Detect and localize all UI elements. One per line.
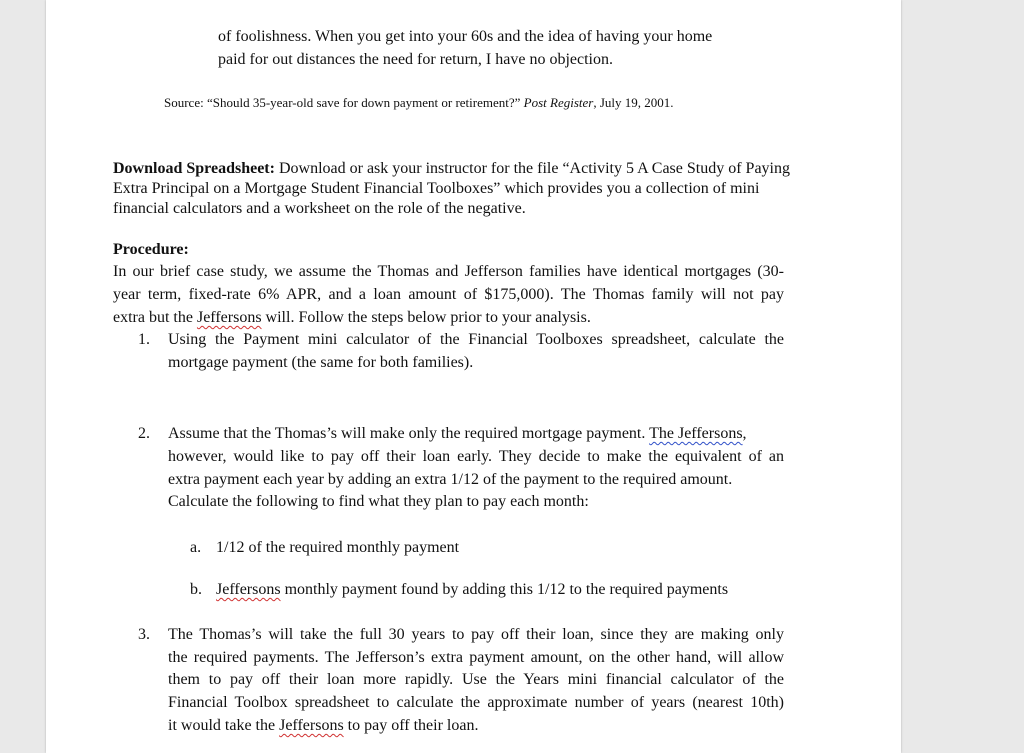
intro-line-2: paid for out distances the need for return, I have no objection. [218,51,613,68]
source-prefix: Source: “Should 35-year-old save for down payment or retirement?” [164,95,524,110]
step-2-line-3: extra payment each year by adding an extra 1/12 of the payment to the required amount. [168,471,733,488]
source-citation [164,93,674,113]
download-line-2: Extra Principal on a Mortgage Student Financial Toolboxes” which provides you a collection of mini [113,180,760,197]
step-3-line-5-c: to pay off their loan. [343,717,479,734]
step-3-line-2: the required payments. The Jefferson’s extra payment amount, on the other hand, will allow [168,649,784,666]
spellcheck-word-jeffersons[interactable]: Jeffersons [196,309,262,326]
grammar-flag-the-jeffersons[interactable]: The Jeffersons [649,425,743,442]
procedure-line-3 [113,308,591,328]
step-1-line-1: Using the Payment mini calculator of the Financial Toolboxes spreadsheet, calculate the [168,331,784,348]
step-3-number: 3. [138,626,150,643]
step-2-line-1-a: Assume that the Thomas’s will make only the required mortgage payment. [168,425,650,442]
step-1-number: 1. [138,331,150,348]
step-2-line-1 [168,424,747,444]
step-3-line-4: Financial Toolbox spreadsheet to calculate the approximate number of years (nearest 10th) [168,694,784,711]
intro-line-1: of foolishness. When you get into your 60s and the idea of having your home [218,28,713,45]
spellcheck-word-jeffersons-2b[interactable]: Jeffersons [216,581,281,598]
step-3-line-5-a: it would take the [168,717,280,734]
download-line-1-text: Download or ask your instructor for the file “Activity 5 A Case Study of Paying [274,160,790,177]
source-suffix: , July 19, 2001. [593,95,674,110]
step-3-line-3: them to pay off their loan more rapidly. Use the Years mini financial calculator of the [168,671,784,688]
download-label: Download Spreadsheet: [113,160,275,177]
step-3-line-5 [168,716,478,736]
step-2-line-4: Calculate the following to find what they plan to pay each month: [168,493,589,510]
step-2b-text [216,580,728,600]
procedure-line-2: year term, fixed-rate 6% APR, and a loan amount of $175,000). The Thomas family will not pay [113,286,784,303]
step-1-line-2: mortgage payment (the same for both families). [168,354,474,371]
step-2-line-2: however, would like to pay off their loan early. They decide to make the equivalent of an [168,448,784,465]
procedure-heading [113,240,189,260]
step-2b-rest: monthly payment found by adding this 1/12 to the required payments [280,581,729,598]
procedure-label: Procedure: [113,241,189,258]
document-page [46,0,901,753]
download-line-1 [113,159,790,179]
procedure-line-1: In our brief case study, we assume the Thomas and Jefferson families have identical mortgages (30- [113,263,784,280]
spellcheck-word-jeffersons-3[interactable]: Jeffersons [279,717,344,734]
step-2a-text: 1/12 of the required monthly payment [216,539,460,556]
step-3-line-1: The Thomas’s will take the full 30 years to pay off their loan, since they are making only [168,626,784,643]
download-line-3: financial calculators and a worksheet on the role of the negative. [113,200,526,217]
step-2a-letter: a. [190,539,202,556]
source-publication: Post Register [523,95,594,110]
procedure-line-3-c: will. Follow the steps below prior to your analysis. [261,309,591,326]
step-2-number: 2. [138,425,150,442]
procedure-line-3-a: extra but the [113,309,197,326]
step-2b-letter: b. [190,581,202,598]
step-2-line-1-c: , [742,425,747,442]
